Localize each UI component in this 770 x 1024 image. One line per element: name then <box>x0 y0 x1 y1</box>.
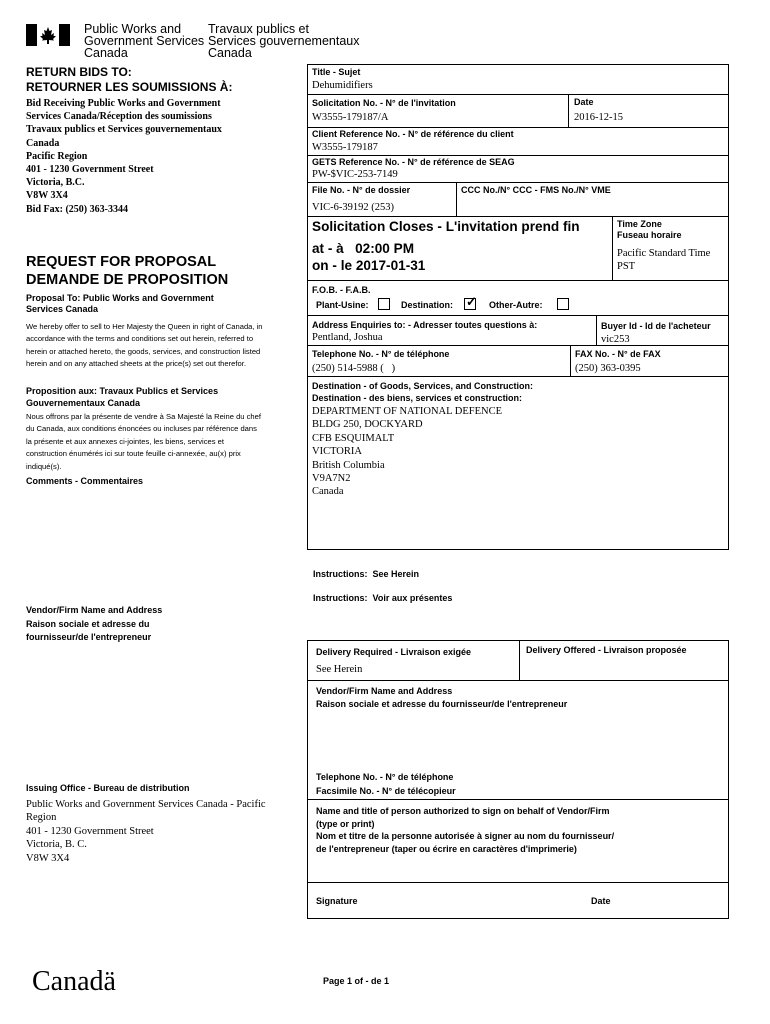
fax-label: FAX No. - N° de FAX <box>575 349 661 359</box>
department-name-en: Public Works and Government Services Canada <box>84 22 205 60</box>
proposition-fr-text: Nous offrons par la présente de vendre à Sa Majesté la Reine du chef du Canada, aux conditions énoncées ou incluses par référence dans la présente et aux annexes ci-jointes, les biens, services et construction énumérés ici sur toute feuille ci-annexée, au(x) prix indiqué(s). <box>26 412 261 471</box>
delivery-offered-label: Delivery Offered - Livraison proposée <box>526 645 687 655</box>
gets-label: GETS Reference No. - N° de référence de SEAG <box>312 157 515 167</box>
title-label: Title - Sujet <box>312 67 361 77</box>
closes-time: at - à 02:00 PM <box>312 241 415 256</box>
return-address: Bid Receiving Public Works and Government Services Canada/Réception des soumissions Travaux publics et Services gouvernementaux Canada Pacific Region 401 - 1230 Government Street Victoria, B.C. V8W 3X4 Bid Fax: (250) 363-3344 <box>26 98 222 215</box>
comments-label: Comments - Commentaires <box>26 476 144 486</box>
delivery-required-value: See Herein <box>316 664 363 675</box>
client-ref-value: W3555-179187 <box>312 142 378 153</box>
gets-value: PW-$VIC-253-7149 <box>312 169 398 180</box>
file-label: File No. - N° de dossier <box>312 185 411 195</box>
page-number: Page 1 of - de 1 <box>323 976 390 986</box>
vendor-telephone-label: Telephone No. - N° de téléphone <box>316 772 454 782</box>
ccc-label: CCC No./N° CCC - FMS No./N° VME <box>461 185 611 195</box>
date-label: Date <box>574 97 594 107</box>
solicitation-value: W3555-179187/A <box>312 112 389 123</box>
destination-goods-label: Destination - of Goods, Services, and Construction: Destination - des biens, services et construction: <box>312 381 534 403</box>
issuing-office-label: Issuing Office - Bureau de distribution <box>26 783 190 793</box>
return-bids-heading: RETURN BIDS TO: RETOURNER LES SOUMISSIONS À: <box>26 65 233 94</box>
proposal-en-text: We hereby offer to sell to Her Majesty the Queen in right of Canada, in accordance with the terms and conditions set out herein, referred to herein or attached hereto, the goods, services, and construction listed herein and on any attached sheets at the price(s) set out therefor. <box>26 322 263 369</box>
plant-label: Plant-Usine: <box>316 300 369 310</box>
vendor-facsimile-label: Facsimile No. - N° de télécopieur <box>316 786 456 796</box>
instructions-fr: Instructions: Voir aux présentes <box>313 593 453 603</box>
proposal-to: Proposal To: Public Works and Government Services Canada <box>26 293 214 314</box>
rfp-heading: REQUEST FOR PROPOSAL DEMANDE DE PROPOSITION <box>26 254 229 288</box>
proposition-aux: Proposition aux: Travaux Publics et Services Gouvernementaux Canada <box>26 386 219 408</box>
signature-label: Signature <box>316 896 358 906</box>
destination-checkbox[interactable] <box>464 294 477 310</box>
vendor-name-label: Vendor/Firm Name and Address Raison sociale et adresse du fournisseur/de l'entrepreneur <box>26 605 163 642</box>
date-value: 2016-12-15 <box>574 112 623 123</box>
canada-flag-icon <box>26 24 70 46</box>
timezone-label: Time Zone Fuseau horaire <box>617 219 682 240</box>
other-checkbox[interactable] <box>557 298 569 310</box>
plant-checkbox[interactable] <box>378 298 390 310</box>
buyer-id-value: vic253 <box>601 334 630 345</box>
telephone-value: (250) 514-5988 ( ) <box>312 363 396 374</box>
telephone-label: Telephone No. - N° de téléphone <box>312 349 450 359</box>
department-name-fr: Travaux publics et Services gouvernementaux Canada <box>208 22 360 60</box>
vendor-firm-label: Vendor/Firm Name and Address Raison sociale et adresse du fournisseur/de l'entrepreneur <box>316 686 568 709</box>
file-value: VIC-6-39192 (253) <box>312 202 394 213</box>
title-value: Dehumidifiers <box>312 80 373 91</box>
delivery-required-label: Delivery Required - Livraison exigée <box>316 647 472 657</box>
checkmark-icon: ✓ <box>466 294 477 309</box>
closes-title: Solicitation Closes - L'invitation prend fin <box>312 219 580 234</box>
instructions-en: Instructions: See Herein <box>313 569 420 579</box>
destination-label: Destination: <box>401 300 454 310</box>
address-enquiries-value: Pentland, Joshua <box>312 332 383 343</box>
authorized-signer-label: Name and title of person authorized to sign on behalf of Vendor/Firm (type or print) Nom et titre de la personne autorisée à signer au nom du fournisseur/ de l'entrepreneur (taper ou écrire en caractères d'imprimerie) <box>316 806 615 854</box>
signature-date-label: Date <box>591 896 611 906</box>
fax-value: (250) 363-0395 <box>575 363 641 374</box>
client-ref-label: Client Reference No. - N° de référence du client <box>312 129 514 139</box>
buyer-id-label: Buyer Id - Id de l'acheteur <box>601 321 711 331</box>
closes-date: on - le 2017-01-31 <box>312 258 426 273</box>
destination-address: DEPARTMENT OF NATIONAL DEFENCE BLDG 250, DOCKYARD CFB ESQUIMALT VICTORIA British Columbia V9A7N2 Canada <box>312 406 503 498</box>
address-enquiries-label: Address Enquiries to: - Adresser toutes questions à: <box>312 320 538 330</box>
other-label: Other-Autre: <box>489 300 543 310</box>
solicitation-label: Solicitation No. - N° de l'invitation <box>312 98 456 108</box>
timezone-value: Pacific Standard Time PST <box>617 248 711 272</box>
issuing-address: Public Works and Government Services Canada - Pacific Region 401 - 1230 Government Street Victoria, B. C. V8W 3X4 <box>26 799 266 864</box>
fob-label: F.O.B. - F.A.B. <box>312 285 371 295</box>
canada-wordmark-logo: Canadä <box>32 966 116 997</box>
